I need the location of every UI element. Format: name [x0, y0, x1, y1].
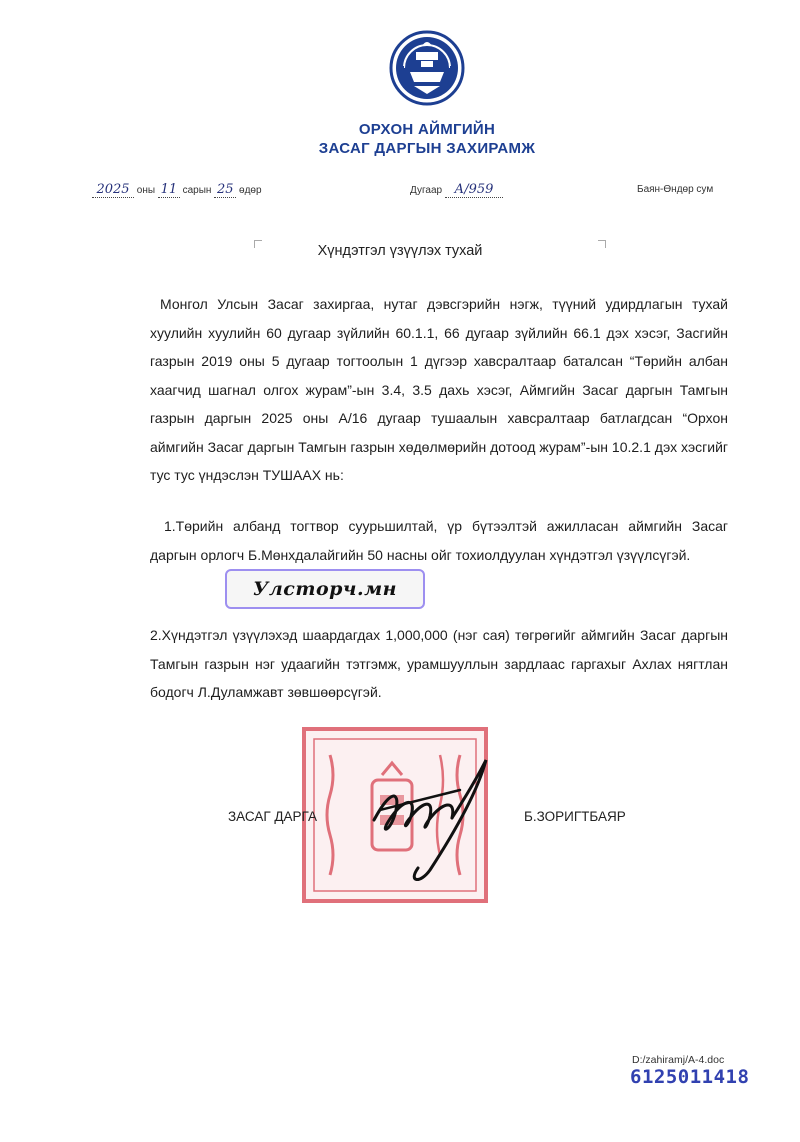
- document-number: [410, 182, 503, 198]
- organization-name-line1: ОРХОН АЙМГИЙН: [358, 121, 496, 138]
- document-title: Хүндэтгэл үзүүлэх тухай: [317, 243, 483, 259]
- date-year-suffix: оны: [136, 185, 156, 196]
- item1-text: 1.Төрийн албанд тогтвор суурьшилтай, үр бүтээлтэй ажилласан аймгийн Засаг даргын орлогч Б.Мөнхдалайгийн 50 насны ойг тохиолдуулан хүндэтгэл үзүүлсүгэй.: [150, 518, 728, 563]
- item2-paragraph: [150, 621, 728, 707]
- preamble-text: Монгол Улсын Засаг захиргаа, нутаг дэвсгэрийн нэгж, түүний удирдлагын тухай хуулийн хуулийн 60 дугаар зүйлийн 60.1.1, 66 дугаар зүйлийн 66.1 дэх хэсэг, Засгийн газрын 2019 оны 5 дугаар тогтоолын 1 дүгээр хавсралтаар баталсан “Төрийн албан хаагчид шагнал олгох журам”-ын 3.4, 3.5 дахь хэсэг, Аймгийн Засаг даргын Тамгын газрын даргын 2025 оны А/16 дугаар тушаалын хавсралтаар батлагдсан “Орхон аймгийн Засаг даргын Тамгын газрын хөдөлмөрийн дотоод журам”-ын 10.2.1 дэх хэсгийг тус тус үндэслэн ТУШААХ нь:: [150, 296, 728, 483]
- organization-name-line2: ЗАСАГ ДАРГЫН ЗАХИРАМЖ: [318, 140, 536, 157]
- document-number-value: А/959: [445, 182, 503, 198]
- item2-text: 2.Хүндэтгэл үзүүлэхэд шаардагдах 1,000,000 (нэг сая) төгрөгийг аймгийн Засаг даргын Тамгын газрын нэг удаагийн тэтгэмж, урамшууллын зардлаас гаргахыг Ахлах нягтлан бодогч Л.Дуламжавт зөвшөөрсүгэй.: [150, 627, 728, 700]
- preamble-paragraph: [150, 290, 728, 490]
- registration-number: 6125011418: [630, 1066, 750, 1088]
- date-month: 11: [158, 182, 180, 198]
- item1-paragraph: [150, 512, 728, 569]
- date-day: 25: [214, 182, 236, 198]
- file-path: D:/zahiramj/A-4.doc: [632, 1054, 725, 1066]
- date-year: 2025: [92, 182, 134, 198]
- site-watermark: [225, 569, 425, 609]
- date-month-suffix: сарын: [182, 185, 212, 196]
- document-number-label: Дугаар: [410, 185, 443, 196]
- watermark-text: Улсторч.мн: [252, 578, 398, 600]
- date-line: [92, 182, 262, 198]
- date-day-suffix: өдөр: [239, 185, 262, 196]
- soyombo-state-emblem-icon: [388, 28, 466, 108]
- handwritten-signature: [360, 750, 520, 890]
- signatory-position: ЗАСАГ ДАРГА: [228, 809, 317, 824]
- document-place: Баян-Өндөр сум: [637, 184, 714, 195]
- signatory-name: Б.ЗОРИГТБАЯР: [524, 809, 626, 824]
